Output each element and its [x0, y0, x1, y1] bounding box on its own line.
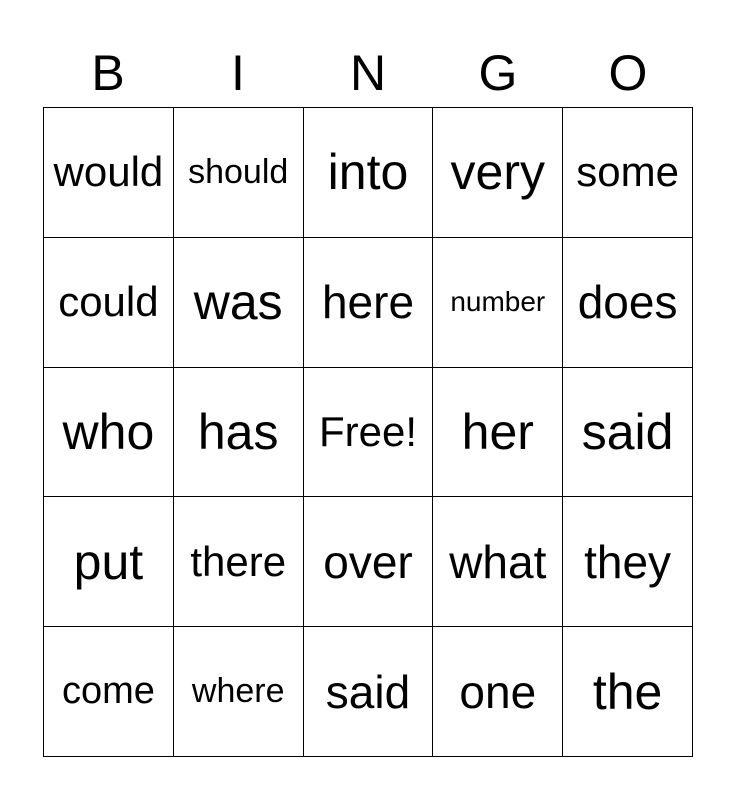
bingo-cell[interactable]: one — [433, 627, 563, 757]
bingo-cell[interactable]: could — [44, 238, 174, 368]
bingo-cell[interactable]: said — [563, 368, 693, 498]
bingo-cell[interactable]: the — [563, 627, 693, 757]
bingo-cell[interactable]: should — [174, 108, 304, 238]
bingo-cell[interactable]: who — [44, 368, 174, 498]
bingo-cell[interactable]: has — [174, 368, 304, 498]
bingo-cell[interactable]: over — [304, 497, 434, 627]
header-letter-n: N — [349, 45, 387, 101]
bingo-cell[interactable]: her — [433, 368, 563, 498]
header-letter-b: B — [91, 45, 125, 101]
bingo-cell[interactable]: number — [433, 238, 563, 368]
bingo-cell[interactable]: they — [563, 497, 693, 627]
bingo-cell[interactable]: come — [44, 627, 174, 757]
header-letter-g: G — [478, 45, 518, 101]
bingo-cell[interactable]: very — [433, 108, 563, 238]
bingo-cell[interactable]: what — [433, 497, 563, 627]
bingo-cell[interactable]: would — [44, 108, 174, 238]
bingo-header — [43, 40, 693, 106]
bingo-cell[interactable]: does — [563, 238, 693, 368]
bingo-cell[interactable]: where — [174, 627, 304, 757]
bingo-cell[interactable]: put — [44, 497, 174, 627]
bingo-cell[interactable]: into — [304, 108, 434, 238]
bingo-cell[interactable]: here — [304, 238, 434, 368]
bingo-board — [43, 107, 693, 757]
bingo-cell-free[interactable]: Free! — [304, 368, 434, 498]
bingo-cell[interactable]: was — [174, 238, 304, 368]
bingo-cell[interactable]: some — [563, 108, 693, 238]
bingo-cell[interactable]: said — [304, 627, 434, 757]
header-letter-i: I — [231, 45, 245, 101]
bingo-cell[interactable]: there — [174, 497, 304, 627]
header-letter-o: O — [608, 45, 648, 101]
